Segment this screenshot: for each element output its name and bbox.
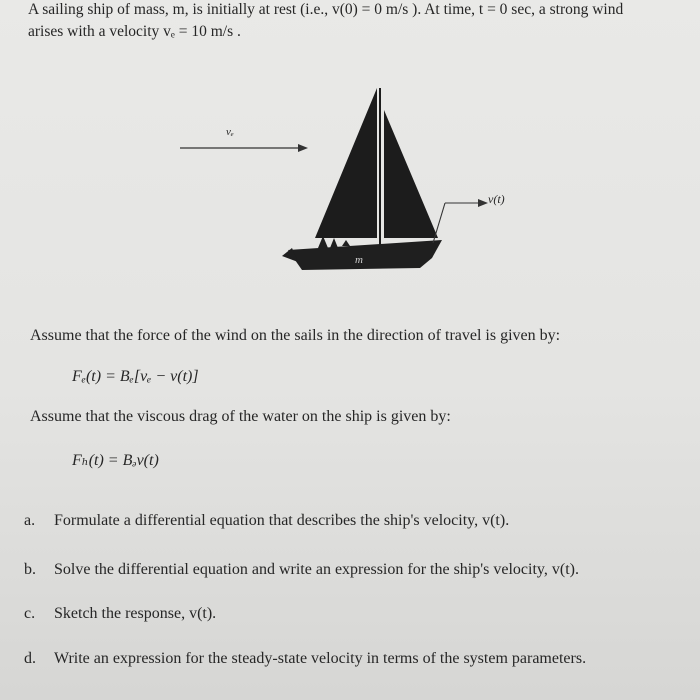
ship-velocity-label: v(t) (488, 192, 505, 206)
jib-sail (384, 110, 438, 238)
question-label: a. (24, 512, 36, 529)
question-c (24, 605, 216, 623)
velocity-arrow (433, 199, 488, 243)
question-b (24, 561, 579, 579)
question-text: Formulate a differential equation that describes the ship's velocity, v(t). (54, 512, 510, 529)
drag-force-equation: Fₕ(t) = Bₔv(t) (72, 452, 159, 469)
question-text: Solve the differential equation and write an expression for the ship's velocity, v(t). (54, 561, 579, 578)
main-sail (315, 88, 377, 238)
wind-force-equation: Fₑ(t) = Bₑ[vₑ − v(t)] (72, 368, 199, 385)
intro-line-1: A sailing ship of mass, m, is initially at rest (i.e., v(0) = 0 m/s ). At time, t = 0 sec, a strong wind (28, 1, 624, 18)
ship-hull (288, 240, 442, 270)
question-label: d. (24, 650, 36, 667)
mass-label: m (355, 254, 363, 266)
question-label: b. (24, 561, 36, 578)
assume-drag-text: Assume that the viscous drag of the water on the ship is given by: (30, 408, 451, 425)
question-text: Sketch the response, v(t). (54, 605, 217, 622)
intro-line-2: arises with a velocity vₑ = 10 m/s . (28, 23, 241, 40)
question-text: Write an expression for the steady-state velocity in terms of the system parameters. (54, 650, 587, 667)
question-d (24, 650, 586, 668)
assume-wind-text: Assume that the force of the wind on the sails in the direction of travel is given by: (30, 327, 561, 344)
question-a (24, 512, 509, 530)
question-label: c. (24, 605, 36, 622)
wind-velocity-label: vₑ (226, 126, 234, 138)
wind-arrow (180, 144, 308, 152)
